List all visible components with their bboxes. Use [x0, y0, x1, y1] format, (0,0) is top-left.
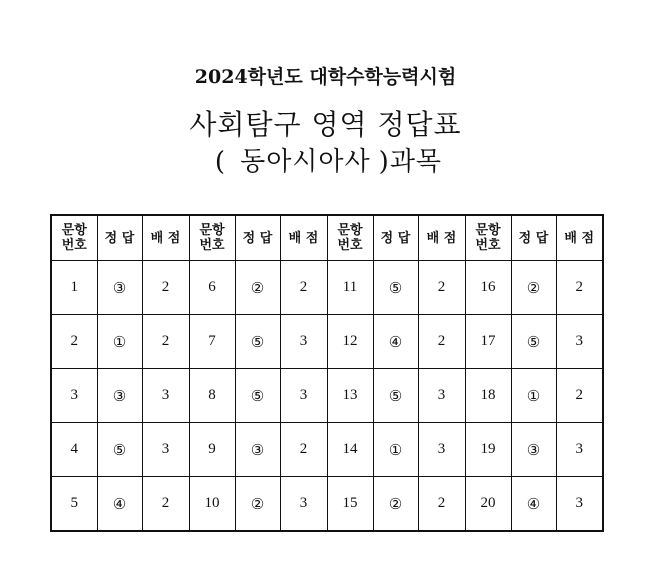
- points-value: 2: [556, 261, 603, 315]
- answer-value: ⑤: [235, 369, 280, 423]
- points-value: 2: [418, 477, 465, 532]
- answer-value: ③: [97, 261, 142, 315]
- question-number: 6: [189, 261, 235, 315]
- question-number: 8: [189, 369, 235, 423]
- answer-sheet-title: 사회탐구 영역 정답표: [189, 108, 462, 141]
- question-number: 14: [327, 423, 373, 477]
- answer-value: ②: [235, 477, 280, 532]
- question-number: 17: [465, 315, 511, 369]
- header-row: [51, 215, 603, 261]
- answer-value: ③: [97, 369, 142, 423]
- answer-value: ④: [511, 477, 556, 532]
- points-value: 3: [556, 423, 603, 477]
- question-number: 1: [51, 261, 97, 315]
- answer-value: ①: [511, 369, 556, 423]
- question-header-line1: 문항: [475, 223, 501, 238]
- answer-header: 정 답: [97, 215, 142, 261]
- question-header-line1: 문항: [337, 223, 363, 238]
- answer-value: ⑤: [373, 261, 418, 315]
- question-number: 12: [327, 315, 373, 369]
- points-header: 배 점: [556, 215, 603, 261]
- points-header: 배 점: [280, 215, 327, 261]
- table-row: [51, 477, 603, 532]
- points-value: 3: [280, 315, 327, 369]
- question-number-header: [189, 215, 235, 261]
- question-number: 15: [327, 477, 373, 532]
- points-value: 2: [142, 261, 189, 315]
- exam-title: 2024학년도 대학수학능력시험: [194, 66, 457, 88]
- points-value: 3: [142, 423, 189, 477]
- answer-value: ③: [511, 423, 556, 477]
- points-value: 3: [280, 369, 327, 423]
- points-value: 2: [280, 423, 327, 477]
- answer-value: ②: [511, 261, 556, 315]
- question-header-line2: 번호: [337, 238, 363, 253]
- question-header-line2: 번호: [61, 238, 87, 253]
- points-value: 3: [556, 477, 603, 532]
- question-number: 7: [189, 315, 235, 369]
- subject-line: [0, 141, 651, 178]
- points-value: 3: [142, 369, 189, 423]
- table-row: [51, 369, 603, 423]
- answer-value: ③: [235, 423, 280, 477]
- answer-value: ④: [97, 477, 142, 532]
- question-number: 18: [465, 369, 511, 423]
- points-value: 2: [556, 369, 603, 423]
- subject-open-paren: (: [214, 147, 227, 177]
- answer-value: ⑤: [235, 315, 280, 369]
- points-value: 2: [280, 261, 327, 315]
- question-number: 5: [51, 477, 97, 532]
- points-header: 배 점: [418, 215, 465, 261]
- question-number: 13: [327, 369, 373, 423]
- answer-value: ⑤: [373, 369, 418, 423]
- question-number: 11: [327, 261, 373, 315]
- answer-value: ②: [235, 261, 280, 315]
- question-number-header: [51, 215, 97, 261]
- points-value: 3: [418, 369, 465, 423]
- points-header: 배 점: [142, 215, 189, 261]
- points-value: 3: [418, 423, 465, 477]
- question-number: 3: [51, 369, 97, 423]
- question-number: 20: [465, 477, 511, 532]
- question-number: 2: [51, 315, 97, 369]
- subject-close-label: )과목: [378, 147, 443, 177]
- table-row: [51, 315, 603, 369]
- question-header-line1: 문항: [199, 223, 225, 238]
- points-value: 2: [418, 261, 465, 315]
- table-row: [51, 261, 603, 315]
- question-number: 10: [189, 477, 235, 532]
- question-header-line2: 번호: [475, 238, 501, 253]
- subject-name: 동아시아사: [240, 147, 371, 177]
- points-value: 2: [142, 477, 189, 532]
- points-value: 2: [142, 315, 189, 369]
- question-number: 9: [189, 423, 235, 477]
- answer-value: ①: [373, 423, 418, 477]
- answer-value: ②: [373, 477, 418, 532]
- points-value: 3: [556, 315, 603, 369]
- question-number: 16: [465, 261, 511, 315]
- answer-value: ⑤: [97, 423, 142, 477]
- answer-header: 정 답: [511, 215, 556, 261]
- answer-value: ⑤: [511, 315, 556, 369]
- question-number: 4: [51, 423, 97, 477]
- question-header-line2: 번호: [199, 238, 225, 253]
- points-value: 2: [418, 315, 465, 369]
- answer-value: ④: [373, 315, 418, 369]
- answer-table: [50, 214, 604, 532]
- answer-header: 정 답: [235, 215, 280, 261]
- answer-value: ①: [97, 315, 142, 369]
- question-number-header: [327, 215, 373, 261]
- question-number: 19: [465, 423, 511, 477]
- question-number-header: [465, 215, 511, 261]
- table-row: [51, 423, 603, 477]
- points-value: 3: [280, 477, 327, 532]
- answer-header: 정 답: [373, 215, 418, 261]
- question-header-line1: 문항: [61, 223, 87, 238]
